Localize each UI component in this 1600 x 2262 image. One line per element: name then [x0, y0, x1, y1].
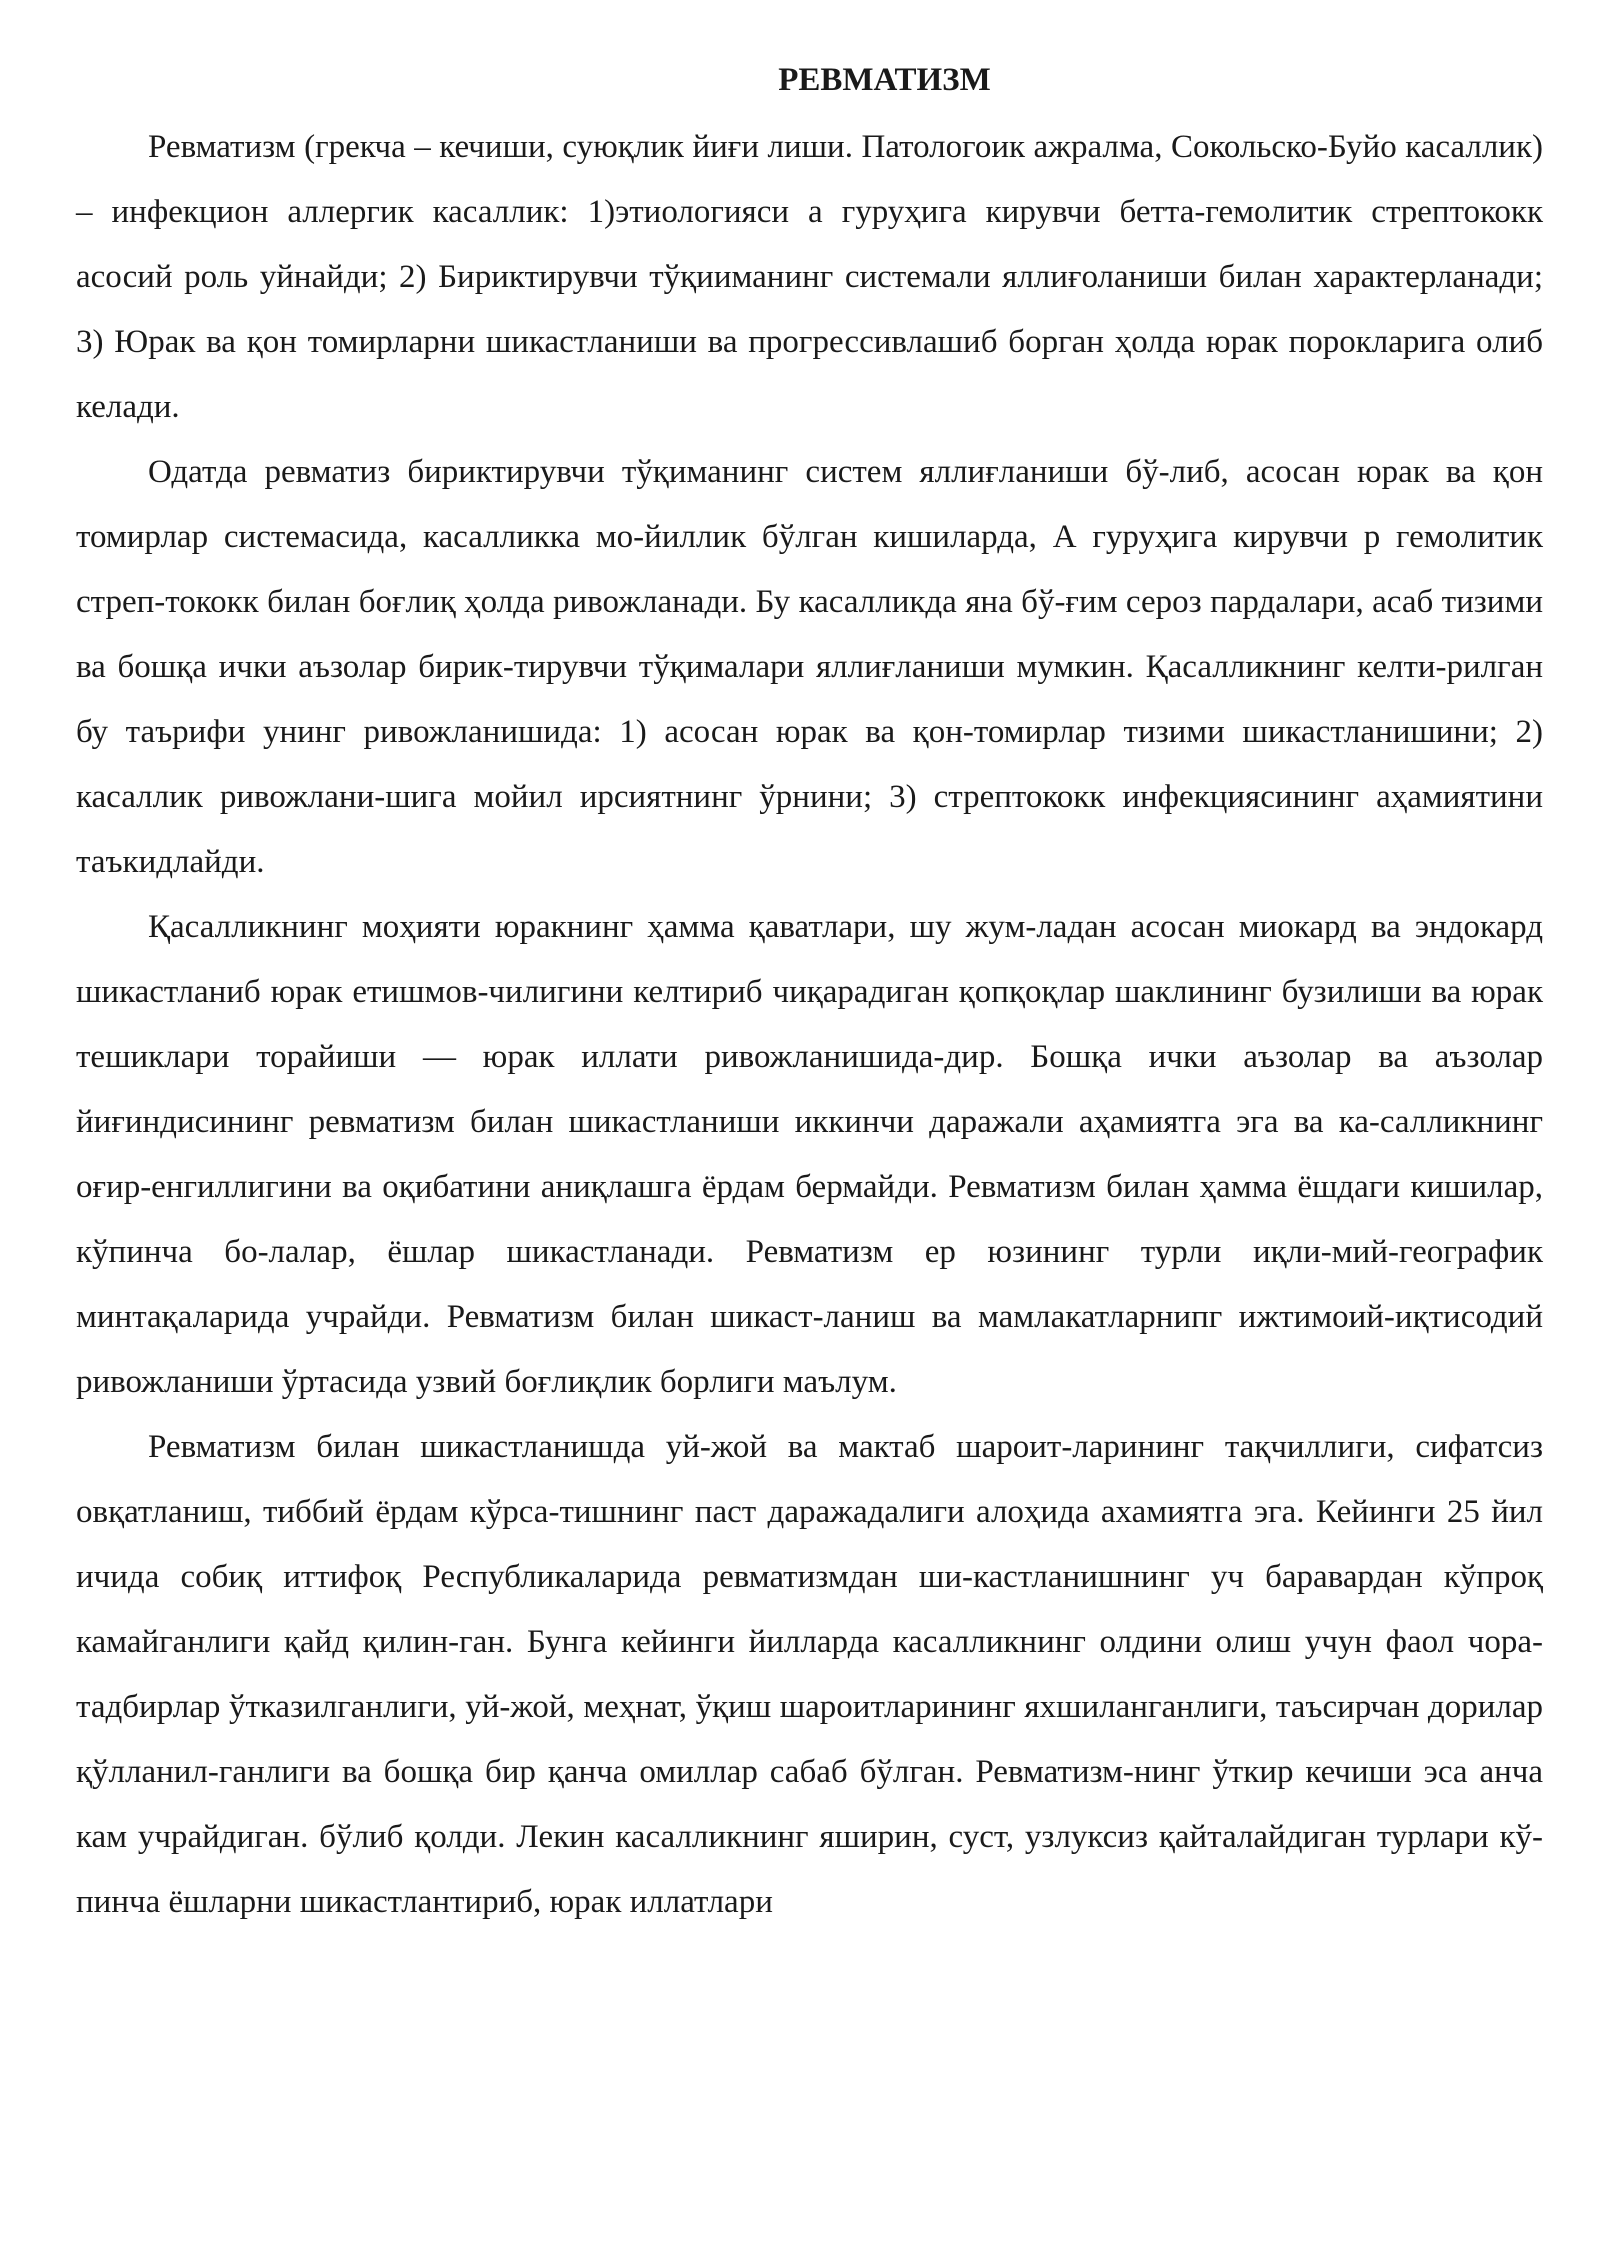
paragraph-4: Ревматизм билан шикастланишда уй-жой ва мактаб шароит-ларининг тақчиллиги, сифатсиз овқатланиш, тиббий ёрдам кўрса-тишнинг паст даражадалиги алоҳида ахамиятга эга. Кейинги 25 йил ичида собиқ иттифоқ Республикаларида ревматизмдан ши-кастланишнинг уч баравардан кўпроқ камайганлиги қайд қилин-ган. Бунга кейинги йилларда касалликнинг олдини олиш учун фаол чора-тадбирлар ўтказилганлиги, уй-жой, меҳнат, ўқиш шароитларининг яхшиланганлиги, таъсирчан дорилар қўлланил-ганлиги ва бошқа бир қанча омиллар сабаб бўлган. Ревматизм-нинг ўткир кечиши эса анча кам учрайдиган. бўлиб қолди. Лекин касалликнинг яширин, суст, узлуксиз қайталайдиган турлари кў-пинча ёшларни шикастлантириб, юрак иллатлари: [76, 1429, 1543, 1920]
paragraph-2: Одатда ревматиз бириктирувчи тўқиманинг систем яллиғланиши бў-либ, асосан юрак ва қон томирлар системасида, касалликка мо-йиллик бўлган кишиларда, А гуруҳига кирувчи р гемолитик стреп-тококк билан боғлиқ ҳолда ривожланади. Бу касалликда яна бў-ғим сероз пардалари, асаб тизими ва бошқа ички аъзолар бирик-тирувчи тўқималари яллиғланиши мумкин. Қасалликнинг келти-рилган бу таърифи унинг ривожланишида: 1) асосан юрак ва қон-томирлар тизими шикастланишини; 2) касаллик ривожлани-шига мойил ирсиятнинг ўрнини; 3) стрептококк инфекциясининг аҳамиятини таъкидлайди.: [76, 454, 1543, 880]
paragraph-1: Ревматизм (грекча – кечиши, суюқлик йиғи лиши. Патологоик ажралма, Сокольско-Буйо касаллик) – инфекцион аллергик касаллик: 1)этиологияси а гуруҳига кирувчи бетта-гемолитик стрептококк асосий роль уйнайди; 2) Бириктирувчи тўқииманинг системали яллиғоланиши билан характерланади; 3) Юрак ва қон томирларни шикастланиши ва прогрессивлашиб борган ҳолда юрак порокларига олиб келади.: [76, 129, 1543, 425]
document-title: РЕВМАТИЗМ: [778, 62, 991, 98]
document-page: [76, 50, 1543, 1935]
paragraph-3: Қасалликнинг моҳияти юракнинг ҳамма қаватлари, шу жум-ладан асосан миокард ва эндокард шикастланиб юрак етишмов-чилигини келтириб чиқарадиган қопқоқлар шаклининг бузилиши ва юрак тешиклари торайиши — юрак иллати ривожланишида-дир. Бошқа ички аъзолар ва аъзолар йиғиндисининг ревматизм билан шикастланиши иккинчи даражали аҳамиятга эга ва ка-салликнинг оғир-енгиллигини ва оқибатини аниқлашга ёрдам бермайди. Ревматизм билан ҳамма ёшдаги кишилар, кўпинча бо-лалар, ёшлар шикастланади. Ревматизм ер юзининг турли иқли-мий-географик минтақаларида учрайди. Ревматизм билан шикаст-ланиш ва мамлакатларнипг ижтимоий-иқтисодий ривожланиши ўртасида узвий боғлиқлик борлиги маълум.: [76, 909, 1543, 1400]
